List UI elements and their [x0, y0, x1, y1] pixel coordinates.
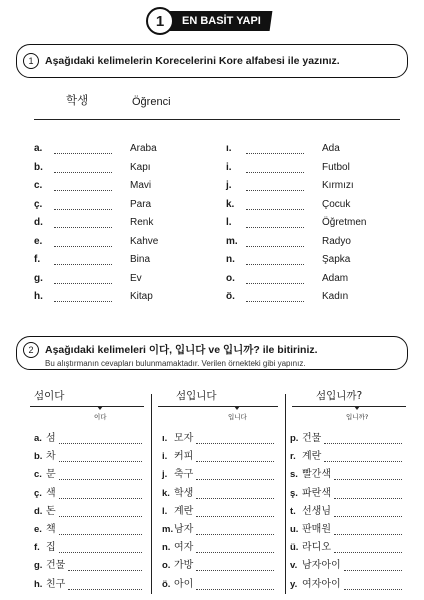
korean-word: 라디오 — [302, 542, 331, 554]
arrow-down-icon — [97, 406, 103, 410]
korean-word: 남자아이 — [302, 560, 341, 572]
exercise-row — [34, 270, 142, 284]
korean-word: 계란 — [302, 451, 322, 463]
answer-blank[interactable] — [54, 219, 112, 228]
answer-blank[interactable] — [334, 490, 402, 499]
item-label: k. — [226, 198, 235, 210]
conjugation-row — [290, 485, 402, 499]
answer-blank[interactable] — [68, 581, 142, 590]
answer-blank[interactable] — [246, 256, 304, 265]
conjugation-row — [162, 557, 274, 571]
item-label: e. — [34, 524, 42, 535]
answer-blank[interactable] — [54, 182, 112, 191]
korean-word: 학생 — [174, 487, 194, 499]
item-word: Ada — [322, 143, 340, 154]
answer-blank[interactable] — [246, 293, 304, 302]
answer-blank[interactable] — [59, 490, 142, 499]
korean-word: 섬 — [46, 433, 56, 444]
item-label: n. — [162, 542, 171, 554]
column-1-mini-label: 이다 — [94, 412, 107, 421]
conjugation-row — [290, 466, 402, 480]
item-word: Öğretmen — [322, 217, 367, 228]
item-word: Çocuk — [322, 198, 351, 210]
item-word: Mavi — [130, 180, 152, 191]
item-label: j. — [162, 469, 168, 481]
exercise-row — [226, 159, 350, 173]
column-2-rule — [158, 406, 278, 407]
conjugation-row — [290, 430, 402, 444]
korean-word: 건물 — [46, 560, 66, 572]
conjugation-row — [162, 430, 274, 444]
exercise-row — [226, 251, 350, 265]
example-turkish: Öğrenci — [132, 96, 171, 108]
item-word: Renk — [130, 217, 154, 228]
exercise-row — [226, 270, 348, 284]
item-label: p. — [290, 433, 299, 444]
item-label: f. — [34, 254, 41, 265]
answer-blank[interactable] — [246, 182, 304, 191]
item-label: ı. — [226, 143, 232, 154]
item-word: Radyo — [322, 235, 351, 247]
item-label: ı. — [162, 433, 168, 444]
korean-word: 축구 — [174, 469, 194, 481]
korean-word: 아이 — [174, 578, 194, 590]
answer-blank[interactable] — [246, 238, 304, 247]
korean-word: 가방 — [174, 560, 194, 572]
column-divider-1 — [151, 394, 152, 594]
item-label: b. — [34, 451, 43, 463]
korean-word: 문 — [46, 469, 56, 481]
item-label: k. — [162, 487, 170, 499]
item-label: d. — [34, 505, 43, 517]
question-1-box — [16, 44, 408, 78]
answer-blank[interactable] — [59, 508, 142, 517]
item-label: g. — [34, 560, 43, 572]
answer-blank[interactable] — [246, 145, 304, 154]
item-label: v. — [290, 560, 298, 572]
answer-blank[interactable] — [334, 526, 402, 535]
conjugation-row — [34, 466, 142, 480]
answer-blank[interactable] — [196, 471, 274, 480]
korean-word: 차 — [46, 451, 56, 463]
item-label: ü. — [290, 542, 299, 554]
answer-blank[interactable] — [59, 526, 142, 535]
column-2-heading: 섬입니다 — [176, 390, 217, 402]
exercise-row — [34, 196, 151, 210]
item-label: d. — [34, 217, 43, 228]
item-label: o. — [226, 272, 235, 284]
item-label: c. — [34, 469, 42, 481]
exercise-row — [226, 140, 340, 154]
arrow-down-icon — [354, 406, 360, 410]
question-2-box — [16, 336, 408, 370]
exercise-row — [226, 214, 366, 228]
item-word: Araba — [130, 143, 157, 154]
item-word: Adam — [322, 272, 349, 284]
answer-blank[interactable] — [59, 471, 142, 480]
item-label: j. — [226, 180, 232, 191]
item-label: r. — [290, 451, 296, 463]
answer-blank[interactable] — [334, 471, 402, 480]
conjugation-row — [290, 448, 402, 462]
item-label: g. — [34, 272, 43, 284]
question-2-number: 2 — [23, 342, 39, 358]
answer-blank[interactable] — [196, 435, 274, 444]
conjugation-row — [162, 485, 274, 499]
exercise-row — [226, 288, 348, 302]
answer-blank[interactable] — [196, 490, 274, 499]
column-divider-2 — [285, 394, 286, 594]
answer-blank[interactable] — [59, 544, 142, 553]
answer-blank[interactable] — [54, 275, 112, 284]
item-label: a. — [34, 433, 42, 444]
item-word: Şapka — [322, 254, 351, 265]
conjugation-row — [34, 503, 142, 517]
conjugation-row — [290, 521, 402, 535]
item-label: i. — [226, 161, 232, 173]
answer-blank[interactable] — [54, 201, 112, 210]
korean-word: 건물 — [302, 433, 322, 444]
item-label: a. — [34, 143, 43, 154]
example-korean: 학생 — [66, 93, 89, 107]
answer-blank[interactable] — [246, 201, 304, 210]
exercise-row — [34, 214, 153, 228]
conjugation-row — [162, 503, 274, 517]
korean-word: 선생님 — [302, 505, 331, 517]
conjugation-row — [162, 521, 274, 535]
answer-blank[interactable] — [344, 562, 402, 571]
answer-blank[interactable] — [344, 581, 402, 590]
answer-blank[interactable] — [246, 164, 304, 173]
exercise-row — [34, 140, 157, 154]
answer-blank[interactable] — [54, 256, 112, 265]
answer-blank[interactable] — [196, 544, 274, 553]
item-label: ö. — [226, 291, 235, 302]
column-3-mini-label: 입니까? — [346, 412, 368, 421]
korean-word: 여자아이 — [302, 578, 341, 590]
column-3-rule — [292, 406, 406, 407]
item-label: b. — [34, 161, 43, 173]
section-title-bar — [167, 11, 273, 31]
exercise-row — [226, 196, 350, 210]
exercise-row — [226, 233, 351, 247]
korean-word: 빨간색 — [302, 469, 331, 481]
item-label: ş. — [290, 487, 298, 499]
korean-word: 책 — [46, 524, 56, 535]
conjugation-row — [34, 521, 142, 535]
conjugation-row — [290, 503, 402, 517]
item-label: ç. — [34, 198, 43, 210]
answer-blank[interactable] — [59, 453, 142, 462]
answer-blank[interactable] — [334, 508, 402, 517]
korean-word: 남자 — [174, 524, 194, 535]
item-word: Futbol — [322, 161, 350, 173]
answer-blank[interactable] — [334, 544, 402, 553]
section-title: EN BASİT YAPI — [182, 15, 261, 27]
answer-blank[interactable] — [196, 453, 274, 462]
exercise-row — [34, 288, 153, 302]
conjugation-row — [162, 576, 274, 590]
item-label: e. — [34, 235, 43, 247]
conjugation-row — [290, 539, 402, 553]
item-label: l. — [162, 505, 168, 517]
exercise-row — [34, 177, 151, 191]
item-label: ç. — [34, 487, 42, 499]
item-label: l. — [226, 217, 232, 228]
korean-word: 파란색 — [302, 487, 331, 499]
exercise-row — [226, 177, 354, 191]
answer-blank[interactable] — [59, 435, 142, 444]
answer-blank[interactable] — [196, 562, 274, 571]
item-word: Ev — [130, 272, 142, 284]
answer-blank[interactable] — [54, 293, 112, 302]
exercise-row — [34, 251, 150, 265]
korean-word: 판매원 — [302, 524, 331, 535]
conjugation-row — [162, 466, 274, 480]
item-label: s. — [290, 469, 298, 481]
item-word: Bina — [130, 254, 151, 265]
column-1-rule — [30, 406, 144, 407]
conjugation-row — [162, 539, 274, 553]
item-label: t. — [290, 505, 296, 517]
item-label: ö. — [162, 578, 171, 590]
answer-blank[interactable] — [324, 453, 402, 462]
item-word: Kapı — [130, 161, 151, 173]
question-2-subtext: Bu alıştırmanın cevapları bulunmamaktadır. Verilen örnekteki gibi yapınız. — [45, 359, 306, 368]
answer-blank[interactable] — [54, 164, 112, 173]
column-1-heading: 섬이다 — [34, 390, 65, 402]
korean-word: 친구 — [46, 578, 66, 590]
conjugation-row — [162, 448, 274, 462]
answer-blank[interactable] — [54, 145, 112, 154]
question-2-text: Aşağıdaki kelimeleri 이다, 입니다 ve 입니까? ile bitiriniz. — [45, 344, 318, 356]
answer-blank[interactable] — [246, 275, 304, 284]
example-divider — [34, 119, 400, 120]
korean-word: 커피 — [174, 451, 194, 463]
answer-blank[interactable] — [196, 508, 274, 517]
answer-blank[interactable] — [246, 219, 304, 228]
item-label: i. — [162, 451, 168, 463]
item-word: Kahve — [130, 235, 159, 247]
section-number: 1 — [146, 7, 174, 35]
item-label: f. — [34, 542, 40, 554]
answer-blank[interactable] — [324, 435, 402, 444]
answer-blank[interactable] — [196, 581, 274, 590]
conjugation-row — [34, 430, 142, 444]
conjugation-row — [290, 557, 402, 571]
exercise-row — [34, 233, 158, 247]
item-label: o. — [162, 560, 171, 572]
column-3-heading: 섬입니까? — [316, 390, 363, 402]
item-label: m. — [162, 524, 174, 535]
item-word: Kitap — [130, 291, 153, 302]
question-1-number: 1 — [23, 53, 39, 69]
column-2-mini-label: 입니다 — [228, 412, 247, 421]
korean-word: 집 — [46, 542, 56, 554]
section-header — [146, 9, 271, 33]
korean-word: 색 — [46, 487, 56, 499]
item-label: n. — [226, 254, 235, 265]
korean-word: 모자 — [174, 433, 194, 444]
item-word: Kadın — [322, 291, 349, 302]
korean-word: 계란 — [174, 505, 194, 517]
item-label: u. — [290, 524, 299, 535]
conjugation-row — [34, 557, 142, 571]
korean-word: 여자 — [174, 542, 194, 554]
conjugation-row — [290, 576, 402, 590]
conjugation-row — [34, 485, 142, 499]
item-word: Para — [130, 198, 152, 210]
question-1-text: Aşağıdaki kelimelerin Korecelerini Kore alfabesi ile yazınız. — [45, 55, 340, 67]
exercise-row — [34, 159, 151, 173]
conjugation-row — [34, 448, 142, 462]
answer-blank[interactable] — [54, 238, 112, 247]
arrow-down-icon — [234, 406, 240, 410]
korean-word: 돈 — [46, 505, 56, 517]
item-label: h. — [34, 291, 43, 302]
item-label: h. — [34, 578, 43, 590]
conjugation-row — [34, 539, 142, 553]
item-label: c. — [34, 180, 43, 191]
answer-blank[interactable] — [196, 526, 274, 535]
conjugation-row — [34, 576, 142, 590]
item-word: Kırmızı — [322, 180, 354, 191]
item-label: m. — [226, 235, 238, 247]
answer-blank[interactable] — [68, 562, 142, 571]
item-label: y. — [290, 578, 298, 590]
